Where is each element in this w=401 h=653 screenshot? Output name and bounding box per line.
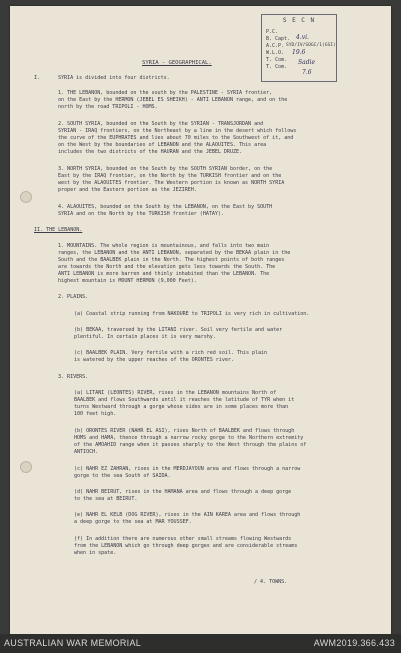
section-number: I. xyxy=(34,75,41,81)
mountains-line: highest mountain is MOUNT HERMON (9,000 Feet). xyxy=(58,278,197,284)
river-litani-line: turns Westward through a gorge whose sides are in some places more than xyxy=(74,404,289,410)
stamp-line: T. Com. xyxy=(266,57,288,63)
district-north-syria-line: East by the IRAQ frontier, on the North by the TURKISH frontier and on the xyxy=(58,173,282,179)
river-zahran-line: gorge to the sea South of SAIDA. xyxy=(74,473,171,479)
river-orontes-line: of the AMOAHID range when it passes sharply to the West through the plains of xyxy=(74,442,307,448)
district-lebanon-line: 1. THE LEBANON, bounded on the south by the PALESTINE - SYRIA frontier, xyxy=(58,90,273,96)
archive-id: AWM2019.366.433 xyxy=(313,638,395,648)
stamp-line: A.C.P. xyxy=(266,43,285,49)
district-north-syria-line: proper and the Eastern portion as the JEZIREH. xyxy=(58,187,197,193)
district-lebanon-line: north by the road TRIPOLI - HOMS. xyxy=(58,104,158,110)
mountains-line: 1. MOUNTAINS. The whole region is mountainous, and falls into two main xyxy=(58,243,270,249)
river-orontes-line: ANTIOCH. xyxy=(74,449,99,455)
district-north-syria-line: 3. NORTH SYRIA, bounded on the South by the SOUTH SYRIAN border, on the xyxy=(58,166,273,172)
stamp-line: T. Com. xyxy=(266,64,288,70)
stamp-handwriting: 7.6 xyxy=(302,69,312,76)
section-intro: SYRIA is divided into four districts. xyxy=(58,75,170,81)
district-south-syria-line: includes the two districts of the HAURAN and the JEBEL DRUZE. xyxy=(58,149,243,155)
river-beirut-line: to the sea at BEIRUT. xyxy=(74,496,138,502)
district-alaouites-line: SYRIA and on the North by the TURKISH frontier (HATAY). xyxy=(58,211,224,217)
stamp-handwriting: 19.6 xyxy=(292,49,306,56)
river-litani-line: BAALBEK and flows Southwards until it reaches the latitude of TYR when it xyxy=(74,397,295,403)
registry-stamp xyxy=(261,14,337,82)
stamp-reference: SYD/IV/SOGC/1(GSI) xyxy=(286,43,336,48)
district-south-syria-line: the curve of the EUPHRATES and lies about 70 miles to the Southwest of it, and xyxy=(58,135,294,141)
river-other-line: from the LEBANON which go through deep gorges and are considerable streams xyxy=(74,543,298,549)
stamp-line: W.L.O. xyxy=(266,50,285,56)
district-alaouites-line: 4. ALAOUITES, bounded on the South by the LEBANON, on the East by SOUTH xyxy=(58,204,273,210)
stamp-title: S E C N xyxy=(282,17,316,24)
archive-name: AUSTRALIAN WAR MEMORIAL xyxy=(4,638,142,648)
river-kelb-line: a deep gorge to the sea at MAR YOUSSEF. xyxy=(74,519,192,525)
stamp-line: P.C. xyxy=(266,29,279,35)
district-north-syria-line: west by the ALAOUITES frontier. The Western portion is known as NORTH SYRIA xyxy=(58,180,285,186)
document-page xyxy=(10,6,391,634)
punch-hole xyxy=(20,461,32,473)
mountains-line: ANTI LEBANON is more barren and thinly inhabited than the LEBANON. The xyxy=(58,271,270,277)
stamp-handwriting: Sadie xyxy=(298,59,315,66)
river-litani-line: (a) LITANI (LEONTES) RIVER, rises in the LEBANON mountains North of xyxy=(74,390,277,396)
rivers-heading: 3. RIVERS. xyxy=(58,374,89,380)
archive-footer xyxy=(0,634,401,653)
river-zahran-line: (c) NAHR EZ ZAHRAN, rises in the MERDJAYOUN area and flows through a narrow xyxy=(74,466,301,472)
plain-baalbek-line: is watered by the upper reaches of the ORONTES river. xyxy=(74,357,234,363)
river-orontes-line: (b) ORONTES RIVER (NAHR EL ASI), rises North of BAALBEK and flows through xyxy=(74,428,295,434)
plains-heading: 2. PLAINS. xyxy=(58,294,89,300)
district-south-syria-line: SYRIAN - IRAQ frontiers, on the Northeast by a line in the desert which follows xyxy=(58,128,297,134)
stamp-handwriting: 4.vi. xyxy=(296,34,309,41)
river-litani-line: 100 feet high. xyxy=(74,411,117,417)
document-title: SYRIA - GEOGRAPHICAL. xyxy=(142,60,212,66)
river-other-line: (f) In addition there are numerous other small streams flowing Westwards xyxy=(74,536,292,542)
plain-bekaa-line: plentiful. In certain places it is very marshy. xyxy=(74,334,216,340)
district-lebanon-line: on the East by the HERMON (JEBEL ES SHEIKH) - ANTI LEBANON range, and on the xyxy=(58,97,288,103)
section-heading: II. THE LEBANON. xyxy=(34,227,83,233)
plain-bekaa-line: (b) BEKAA, traversed by the LITANI river. Soil very fertile and water xyxy=(74,327,283,333)
river-other-line: when in spate. xyxy=(74,550,117,556)
stamp-line: B. Capt. xyxy=(266,36,291,42)
mountains-line: ranges, the LEBANON and the ANTI LEBANON, separated by the BEKAA plain in the xyxy=(58,250,291,256)
mountains-line: South and the BAALBEK plain in the North. The highest points of both ranges xyxy=(58,257,285,263)
punch-hole xyxy=(20,191,32,203)
river-beirut-line: (d) NAHR BEIRUT, rises in the HAMANA area and flows through a deep gorge xyxy=(74,489,292,495)
plain-baalbek-line: (c) BAALBEK PLAIN. Very fertile with a rich red soil. This plain xyxy=(74,350,268,356)
district-south-syria-line: on the West by the boundaries of LEBANON and the ALAOUITES. This area xyxy=(58,142,267,148)
continuation-note: / 4. TOWNS. xyxy=(254,579,288,585)
mountains-line: are towards the North and the elevation gets less towards the South. The xyxy=(58,264,276,270)
plain-coastal-line: (a) Coastal strip running from NAKOURE to TRIPOLI is very rich in cultivation. xyxy=(74,311,310,317)
river-orontes-line: HOMS and HAMA, thence through a narrow rocky gorge to the Northern extremity xyxy=(74,435,304,441)
river-kelb-line: (e) NAHR EL KELB (DOG RIVER), rises in the AIN KAREA area and flows through xyxy=(74,512,301,518)
district-south-syria-line: 2. SOUTH SYRIA, bounded on the South by the SYRIAN - TRANSJORDAN and xyxy=(58,121,264,127)
